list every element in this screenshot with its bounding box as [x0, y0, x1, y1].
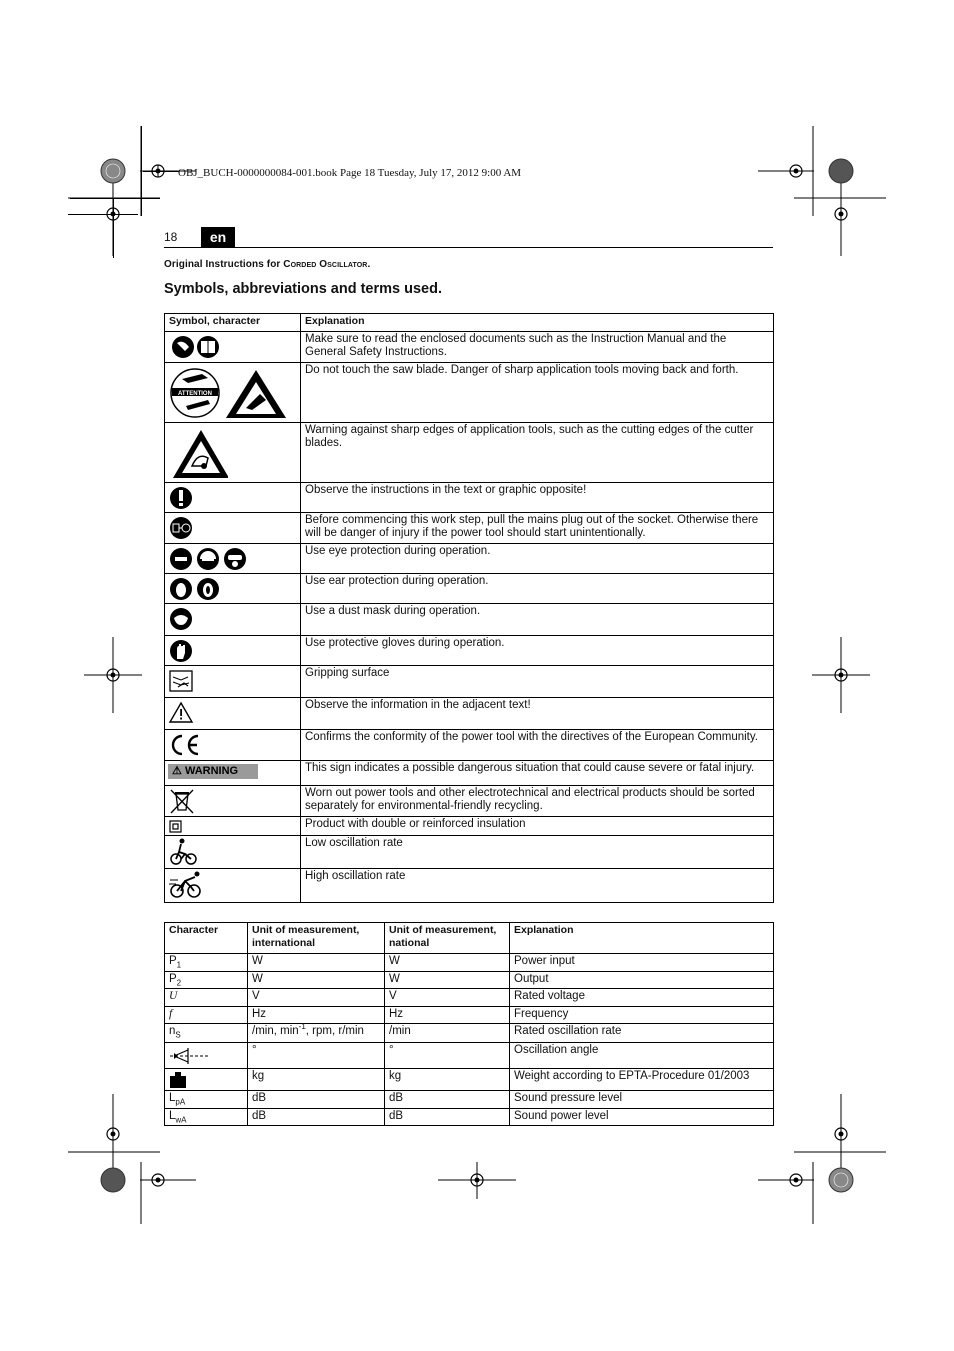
unit-explanation: Sound pressure level	[510, 1091, 774, 1109]
unit-international: W	[248, 972, 385, 989]
symbol-explanation: High oscillation rate	[301, 869, 774, 903]
warning-badge	[168, 764, 258, 779]
unit-international: kg	[248, 1069, 385, 1091]
ce-mark-icon	[168, 731, 202, 757]
col-header-unit-national: Unit of measurement, national	[385, 923, 510, 954]
unit-international: °	[248, 1043, 385, 1069]
header-rule	[164, 247, 773, 248]
symbol-explanation: Observe the information in the adjacent text!	[301, 698, 774, 730]
symbol-explanation: Use eye protection during operation.	[301, 544, 774, 574]
symbol-explanation: Confirms the conformity of the power tool with the directives of the European Community.	[301, 730, 774, 761]
unit-national: Hz	[385, 1007, 510, 1024]
double-insulation-icon	[168, 818, 184, 833]
unit-international: dB	[248, 1091, 385, 1109]
units-table	[164, 922, 774, 1126]
symbol-explanation: Use ear protection during operation.	[301, 574, 774, 604]
read-manual-icon	[168, 333, 228, 359]
unit-national: dB	[385, 1091, 510, 1109]
unit-national: W	[385, 954, 510, 972]
character-cell: $L_{pA}$	[165, 1091, 248, 1109]
attention-saw-blade-icon	[168, 364, 288, 420]
eye-protection-icon	[168, 545, 254, 571]
unit-international: Hz	[248, 1007, 385, 1024]
crossed-bin-icon	[168, 787, 198, 815]
unit-explanation: Frequency	[510, 1007, 774, 1024]
col-header-unit-international: Unit of measurement, international	[248, 923, 385, 954]
svg-text:ATTENTION: ATTENTION	[178, 391, 212, 397]
warning-badge-icon: ⚠	[172, 765, 182, 777]
unit-explanation: Output	[510, 972, 774, 989]
symbol-explanation: Observe the instructions in the text or graphic opposite!	[301, 483, 774, 513]
unit-national: kg	[385, 1069, 510, 1091]
warning-badge-label: WARNING	[184, 765, 239, 777]
document-subtitle: Original Instructions for Corded Oscillator.	[164, 259, 371, 270]
col-header-explanation: Explanation	[510, 923, 774, 954]
section-title: Symbols, abbreviations and terms used.	[164, 281, 442, 297]
symbol-explanation: Use a dust mask during operation.	[301, 604, 774, 636]
unit-international: V	[248, 989, 385, 1007]
unplug-icon	[168, 514, 198, 540]
symbols-table	[164, 313, 774, 903]
unit-explanation: Rated oscillation rate	[510, 1024, 774, 1043]
oscillation-angle-icon	[168, 1044, 212, 1066]
character-cell: $P_2$	[165, 972, 248, 989]
symbol-explanation: This sign indicates a possible dangerous situation that could cause severe or fatal injury.	[301, 761, 774, 786]
unit-explanation: Power input	[510, 954, 774, 972]
exclamation-icon	[168, 484, 198, 510]
col-header-character: Character	[165, 923, 248, 954]
character-cell: $P_1$	[165, 954, 248, 972]
unit-national: W	[385, 972, 510, 989]
sharp-edges-warning-icon	[168, 424, 228, 480]
unit-international: W	[248, 954, 385, 972]
unit-national: °	[385, 1043, 510, 1069]
character-cell: $L_{wA}$	[165, 1109, 248, 1126]
col-header-symbol: Symbol, character	[165, 314, 301, 332]
character-cell: U	[165, 989, 248, 1007]
character-cell: f	[165, 1007, 248, 1024]
unit-international: dB	[248, 1109, 385, 1126]
symbol-explanation: Use protective gloves during operation.	[301, 636, 774, 666]
page-number: 18	[164, 230, 178, 244]
unit-explanation: Oscillation angle	[510, 1043, 774, 1069]
symbol-explanation: Gripping surface	[301, 666, 774, 698]
symbol-explanation: Do not touch the saw blade. Danger of sharp application tools moving back and forth.	[301, 363, 774, 423]
dust-mask-icon	[168, 605, 198, 631]
col-header-explanation: Explanation	[301, 314, 774, 332]
unit-explanation: Rated voltage	[510, 989, 774, 1007]
slow-cyclist-icon	[168, 837, 200, 867]
gripping-surface-icon	[168, 667, 198, 695]
unit-national: dB	[385, 1109, 510, 1126]
ear-protection-icon	[168, 575, 228, 601]
language-badge: en	[201, 227, 235, 247]
symbol-explanation: Worn out power tools and other electrotechnical and electrical products should be sorted separately for environmental-friendly recycling.	[301, 786, 774, 817]
symbol-explanation: Make sure to read the enclosed documents such as the Instruction Manual and the General Safety Instructions.	[301, 332, 774, 363]
print-slug: OBJ_BUCH-0000000084-001.book Page 18 Tuesday, July 17, 2012 9:00 AM	[178, 167, 522, 179]
unit-national: V	[385, 989, 510, 1007]
character-cell: $n_S$	[165, 1024, 248, 1043]
symbol-explanation: Product with double or reinforced insulation	[301, 817, 774, 836]
unit-national: /min	[385, 1024, 510, 1043]
symbol-explanation: Before commencing this work step, pull the mains plug out of the socket. Otherwise there will be danger of injury if the power tool should start unintentionally.	[301, 513, 774, 544]
symbol-explanation: Warning against sharp edges of application tools, such as the cutting edges of the cutter blades.	[301, 423, 774, 483]
unit-international: /min, $\min^{-1}$, rpm, r/min	[248, 1024, 385, 1043]
fast-cyclist-icon	[168, 870, 204, 900]
warning-triangle-icon	[168, 699, 198, 725]
gloves-icon	[168, 637, 198, 663]
unit-explanation: Sound power level	[510, 1109, 774, 1126]
symbol-explanation: Low oscillation rate	[301, 836, 774, 869]
unit-explanation: Weight according to EPTA-Procedure 01/2003	[510, 1069, 774, 1091]
weight-icon	[168, 1070, 190, 1090]
